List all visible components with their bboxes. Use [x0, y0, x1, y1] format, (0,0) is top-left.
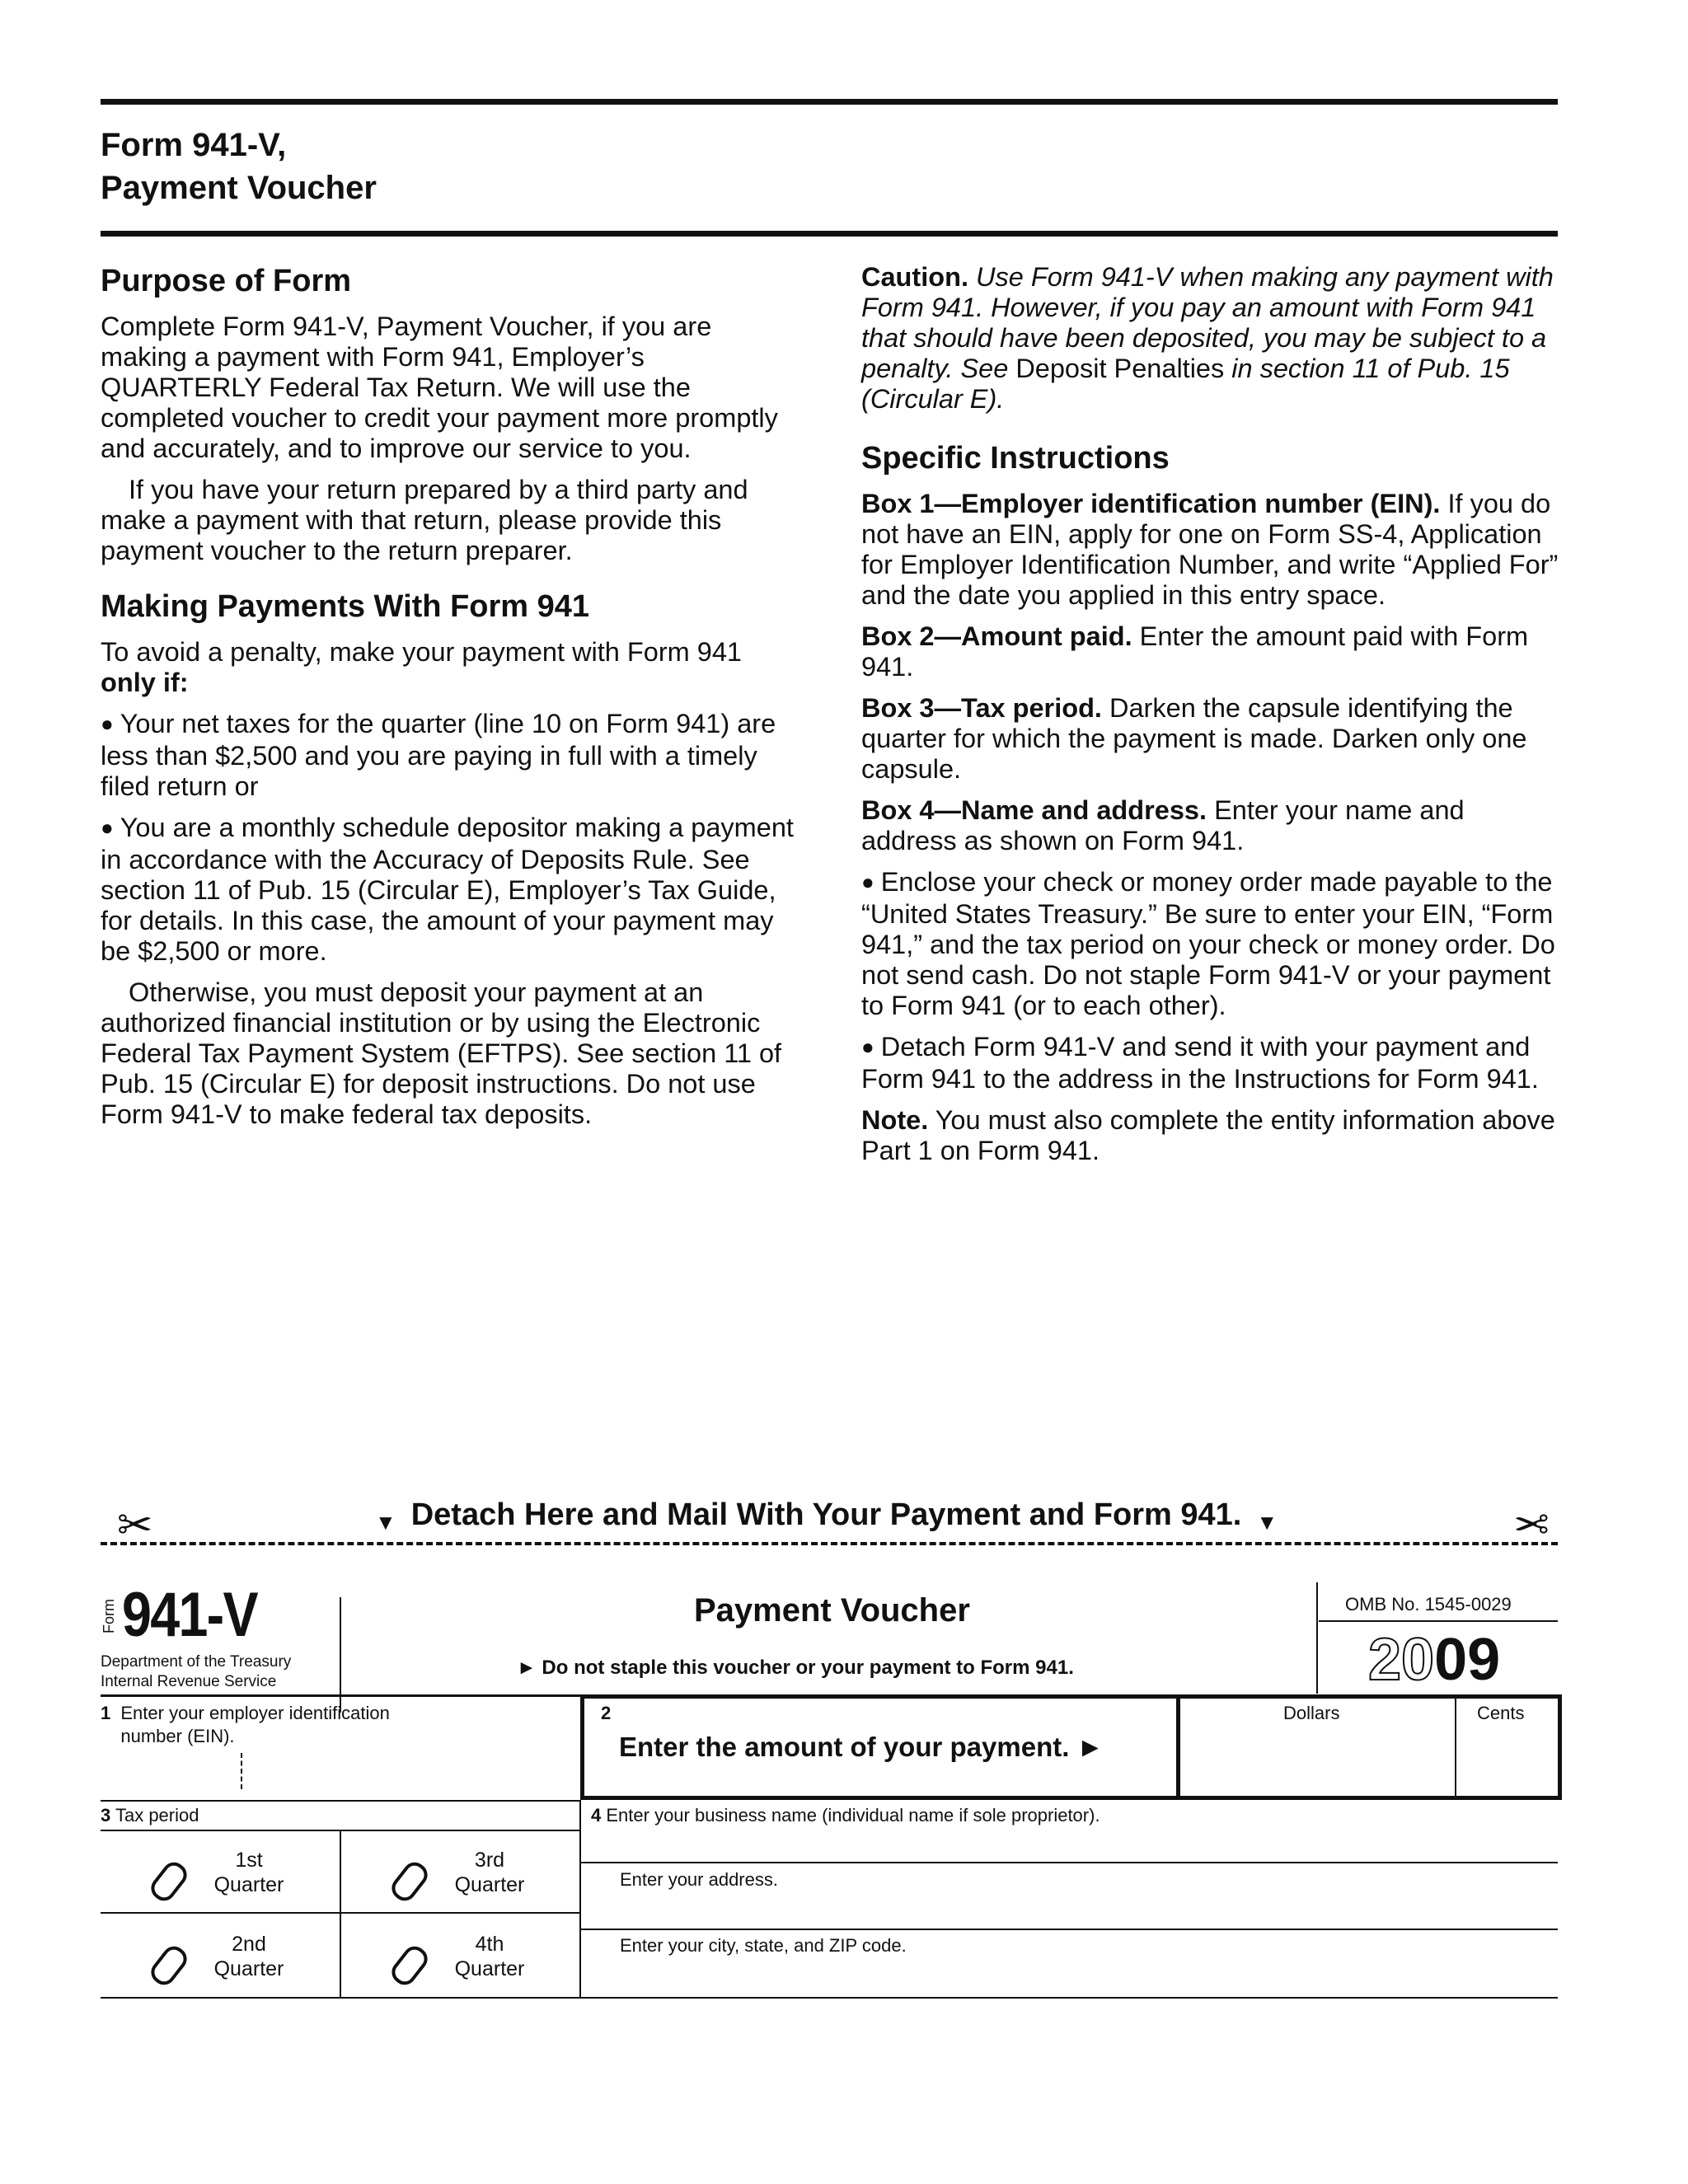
- note-paragraph: [861, 1105, 1566, 1166]
- business-name-field[interactable]: [591, 1805, 1100, 1826]
- title-line-1: Form 941-V,: [101, 127, 287, 163]
- divider: [1319, 1620, 1558, 1622]
- department: [101, 1652, 291, 1692]
- caution-text-1: Use Form 941-V when making any payment with Form 941. However, if you pay an amount with Form 941 that should have been deposited, you may be subject to a penalty. See: [861, 262, 1554, 383]
- scissors-icon: ✂: [117, 1502, 153, 1549]
- amount-input[interactable]: [1176, 1694, 1562, 1800]
- making-intro-text: To avoid a penalty, make your payment with Form 941: [101, 637, 742, 667]
- capsule-icon[interactable]: [147, 1942, 191, 1990]
- tax-year-outline: 20: [1368, 1627, 1435, 1693]
- tax-period-label: [101, 1805, 199, 1826]
- box1-instruction-text: If you do not have an EIN, apply for one on Form SS-4, Application for Employer Identification Number, and write “Applied For” and the date you applied in this entry space.: [861, 489, 1559, 610]
- making-intro-bold: only if:: [101, 668, 189, 697]
- box3-number: 3: [101, 1805, 111, 1825]
- making-payments-heading: Making Payments With Form 941: [101, 589, 590, 624]
- detach-bullet: ● Detach Form 941-V and send it with your payment and Form 941 to the address in the Instructions for Form 941.: [861, 1032, 1566, 1094]
- box1-label: Enter your employer identification number (EIN).: [120, 1703, 390, 1746]
- voucher-title: Payment Voucher: [694, 1592, 970, 1629]
- quarter-ordinal: 3rd: [474, 1849, 505, 1872]
- omb-number: OMB No. 1545-0029: [1345, 1594, 1512, 1615]
- quarter-ordinal: 1st: [235, 1849, 263, 1872]
- tax-period-grid: [101, 1830, 580, 1999]
- detach-instruction: [360, 1497, 1292, 1533]
- box4-instruction: [861, 795, 1566, 856]
- box3-instruction-text: Darken the capsule identifying the quarter for which the payment is made. Darken only one capsule.: [861, 693, 1527, 784]
- making-bullet-1: ● Your net taxes for the quarter (line 10 on Form 941) are less than $2,500 and you are paying in full with a timely filed return or: [101, 709, 801, 802]
- quarter-1-label: [191, 1848, 307, 1897]
- amount-box: [580, 1694, 1186, 1800]
- down-arrow-icon: ▼: [375, 1510, 396, 1535]
- purpose-heading: Purpose of Form: [101, 264, 352, 298]
- cut-line: [101, 1542, 1558, 1545]
- box3-text: Tax period: [115, 1805, 199, 1825]
- ein-separator: [241, 1753, 242, 1789]
- quarter-2-label: [191, 1932, 307, 1981]
- left-column: [101, 255, 801, 1141]
- page-title: [101, 124, 377, 209]
- top-rule: [101, 99, 1558, 105]
- quarter-3-label: [432, 1848, 547, 1897]
- quarter-word: Quarter: [454, 1873, 525, 1896]
- down-arrow-icon: ▼: [1256, 1510, 1278, 1535]
- box2-label: Enter the amount of your payment. ►: [619, 1732, 1104, 1762]
- capsule-icon[interactable]: [387, 1858, 432, 1905]
- dollars-label: Dollars: [1283, 1703, 1340, 1723]
- making-bullet-2: ● You are a monthly schedule depositor making a payment in accordance with the Accuracy of Deposits Rule. See section 11 of Pub. 15 (Circular E), Employer’s Tax Guide, for details. In this case, the amount of your payment may be $2,500 or more.: [101, 813, 801, 967]
- divider: [1455, 1699, 1456, 1796]
- business-name-line: [580, 1862, 1558, 1863]
- tax-year: [1368, 1627, 1501, 1693]
- form-number: 941-V: [122, 1580, 257, 1650]
- otherwise-paragraph: Otherwise, you must deposit your payment at an authorized financial institution or by using the Electronic Federal Tax Payment System (EFTPS). See section 11 of Pub. 15 (Circular E) for deposit instructions. Do not use Form 941-V to make federal tax deposits.: [101, 977, 782, 1129]
- purpose-paragraph-1: Complete Form 941-V, Payment Voucher, if you are making a payment with Form 941, Employer’s QUARTERLY Federal Tax Return. We will use the completed voucher to credit your payment more promptly and accurately, and to improve our service to you.: [101, 312, 778, 463]
- box4-label: Enter your business name (individual name if sole proprietor).: [606, 1805, 1100, 1825]
- quarter-1-option[interactable]: [101, 1830, 340, 1912]
- city-state-zip-field[interactable]: Enter your city, state, and ZIP code.: [620, 1935, 907, 1956]
- caution-label: Caution.: [861, 262, 968, 292]
- purpose-paragraph-2: If you have your return prepared by a third party and make a payment with that return, please provide this payment voucher to the return preparer.: [101, 475, 748, 565]
- box4-number: 4: [591, 1805, 602, 1825]
- note-text: You must also complete the entity information above Part 1 on Form 941.: [861, 1105, 1555, 1165]
- quarter-word: Quarter: [454, 1957, 525, 1980]
- department-line-1: Department of the Treasury: [101, 1653, 292, 1671]
- box2-number: 2: [601, 1703, 612, 1723]
- cents-label: Cents: [1477, 1703, 1525, 1723]
- box3-instruction-label: Box 3—Tax period.: [861, 693, 1102, 723]
- no-staple-notice: ► Do not staple this voucher or your payment to Form 941.: [517, 1657, 1074, 1679]
- detach-line: [101, 1488, 1558, 1554]
- note-label: Note.: [861, 1105, 929, 1135]
- box1-instruction: [861, 489, 1566, 611]
- ein-field[interactable]: [101, 1702, 579, 1748]
- divider: [101, 1800, 581, 1802]
- box4-instruction-label: Box 4—Name and address.: [861, 795, 1207, 825]
- divider: [1316, 1582, 1318, 1694]
- scissors-icon: ✂: [1513, 1502, 1550, 1549]
- department-line-2: Internal Revenue Service: [101, 1673, 277, 1690]
- box2-instruction-label: Box 2—Amount paid.: [861, 621, 1132, 651]
- quarter-ordinal: 4th: [475, 1933, 504, 1956]
- box2-instruction: [861, 621, 1566, 682]
- address-field[interactable]: Enter your address.: [620, 1869, 778, 1890]
- enclose-bullet: ● Enclose your check or money order made payable to the “United States Treasury.” Be sure to enter your EIN, “Form 941,” and the tax period on your check or money order. Do not send cash. Do not staple Form 941-V or your payment to Form 941 (or to each other).: [861, 867, 1566, 1021]
- quarter-word: Quarter: [213, 1957, 284, 1980]
- payment-voucher: [101, 1582, 1558, 1999]
- making-intro: [101, 637, 801, 698]
- form-label: Form: [101, 1599, 117, 1633]
- box1-instruction-label: Box 1—Employer identification number (EIN).: [861, 489, 1441, 518]
- address-line: [580, 1929, 1558, 1930]
- voucher-bottom-rule: [101, 1997, 1558, 1999]
- caution-paragraph: [861, 262, 1566, 415]
- tax-year-solid: 09: [1434, 1627, 1501, 1693]
- capsule-icon[interactable]: [147, 1858, 191, 1905]
- box4-instruction-text: Enter your name and address as shown on Form 941.: [861, 795, 1465, 855]
- box2-instruction-text: Enter the amount paid with Form 941.: [861, 621, 1529, 682]
- quarter-word: Quarter: [213, 1873, 284, 1896]
- capsule-icon[interactable]: [387, 1942, 432, 1990]
- caution-reference: Deposit Penalties: [1015, 354, 1225, 383]
- quarter-3-option[interactable]: [341, 1830, 580, 1912]
- quarter-4-label: [432, 1932, 547, 1981]
- box3-instruction: [861, 693, 1566, 785]
- header-rule: [101, 231, 1558, 237]
- divider: [579, 1800, 581, 1999]
- title-line-2: Payment Voucher: [101, 170, 377, 206]
- box1-number: 1: [101, 1703, 111, 1723]
- specific-instructions-heading: Specific Instructions: [861, 441, 1170, 476]
- quarter-2-option[interactable]: [101, 1914, 340, 1996]
- quarter-ordinal: 2nd: [232, 1933, 266, 1956]
- detach-text: Detach Here and Mail With Your Payment and Form 941.: [410, 1497, 1242, 1532]
- quarter-4-option[interactable]: [341, 1914, 580, 1996]
- right-column: [861, 255, 1566, 1177]
- caution-text-2: in section 11 of Pub. 15 (Circular E).: [861, 354, 1510, 414]
